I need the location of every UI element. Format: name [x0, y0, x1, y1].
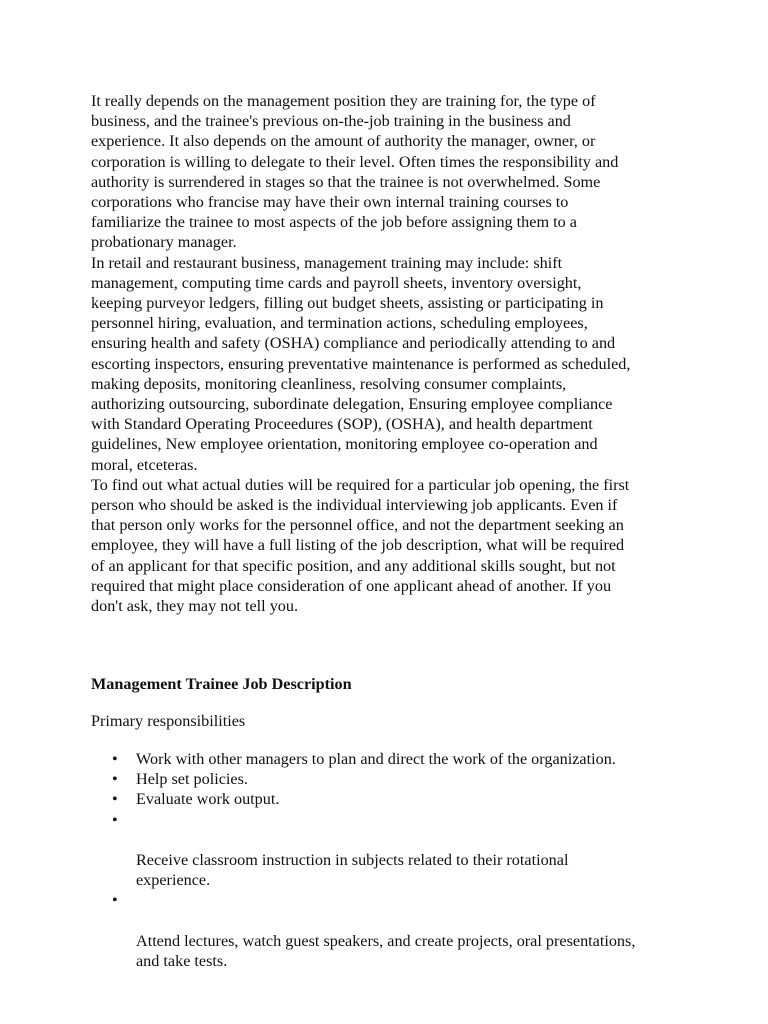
bullet-icon: • [112, 891, 118, 910]
document-body [91, 91, 691, 616]
bullet-icon: • [112, 750, 118, 768]
bullet-icon: • [112, 810, 118, 829]
list-item [91, 789, 691, 809]
list-item-text: Work with other managers to plan and direct the work of the organization. [136, 750, 616, 768]
section-subheading: Primary responsibilities [91, 712, 246, 730]
list-item [91, 769, 691, 789]
list-item-text: Evaluate work output. [136, 790, 280, 809]
responsibilities-list [91, 749, 691, 971]
list-item [91, 749, 691, 769]
list-item-text: Help set policies. [136, 770, 248, 789]
section-heading: Management Trainee Job Description [91, 675, 352, 693]
list-item [91, 890, 691, 971]
bullet-icon: • [112, 790, 118, 809]
list-item-text: Attend lectures, watch guest speakers, and create projects, oral presentations, and take tests. [136, 931, 636, 971]
bullet-icon: • [112, 770, 118, 789]
list-item-text: Receive classroom instruction in subjects related to their rotational experience. [136, 851, 569, 890]
body-paragraphs: It really depends on the management position they are training for, the type of business, and the trainee's previous on-the-job training in the business and experience. It also depends on the amount of authority the manager, owner, or corporation is willing to delegate to their level. Often times the responsibility and authority is surrendered in stages so that the trainee is not overwhelmed. Some corporations who francise may have their own internal training courses to familiarize the trainee to most aspects of the job before assigning them to a probationary manager. In retail and restaurant business, management training may include: shift management, computing time cards and payroll sheets, inventory oversight, keeping purveyor ledgers, filling out budget sheets, assisting or participating in personnel hiring, evaluation, and termination actions, scheduling employees, ensuring health and safety (OSHA) compliance and periodically attending to and escorting inspectors, ensuring preventative maintenance is performed as scheduled, making deposits, monitoring cleanliness, resolving consumer complaints, authorizing outsourcing, subordinate delegation, Ensuring employee compliance with Standard Operating Proceedures (SOP), (OSHA), and health department guidelines, New employee orientation, monitoring employee co-operation and moral, etceteras. To find out what actual duties will be required for a particular job opening, the first person who should be asked is the individual interviewing job applicants. Even if that person only works for the personnel office, and not the department seeking an employee, they will have a full listing of the job description, what will be required of an applicant for that specific position, and any additional skills sought, but not required that might place consideration of one applicant ahead of another. If you don't ask, they may not tell you. [91, 92, 631, 616]
list-item [91, 810, 691, 891]
